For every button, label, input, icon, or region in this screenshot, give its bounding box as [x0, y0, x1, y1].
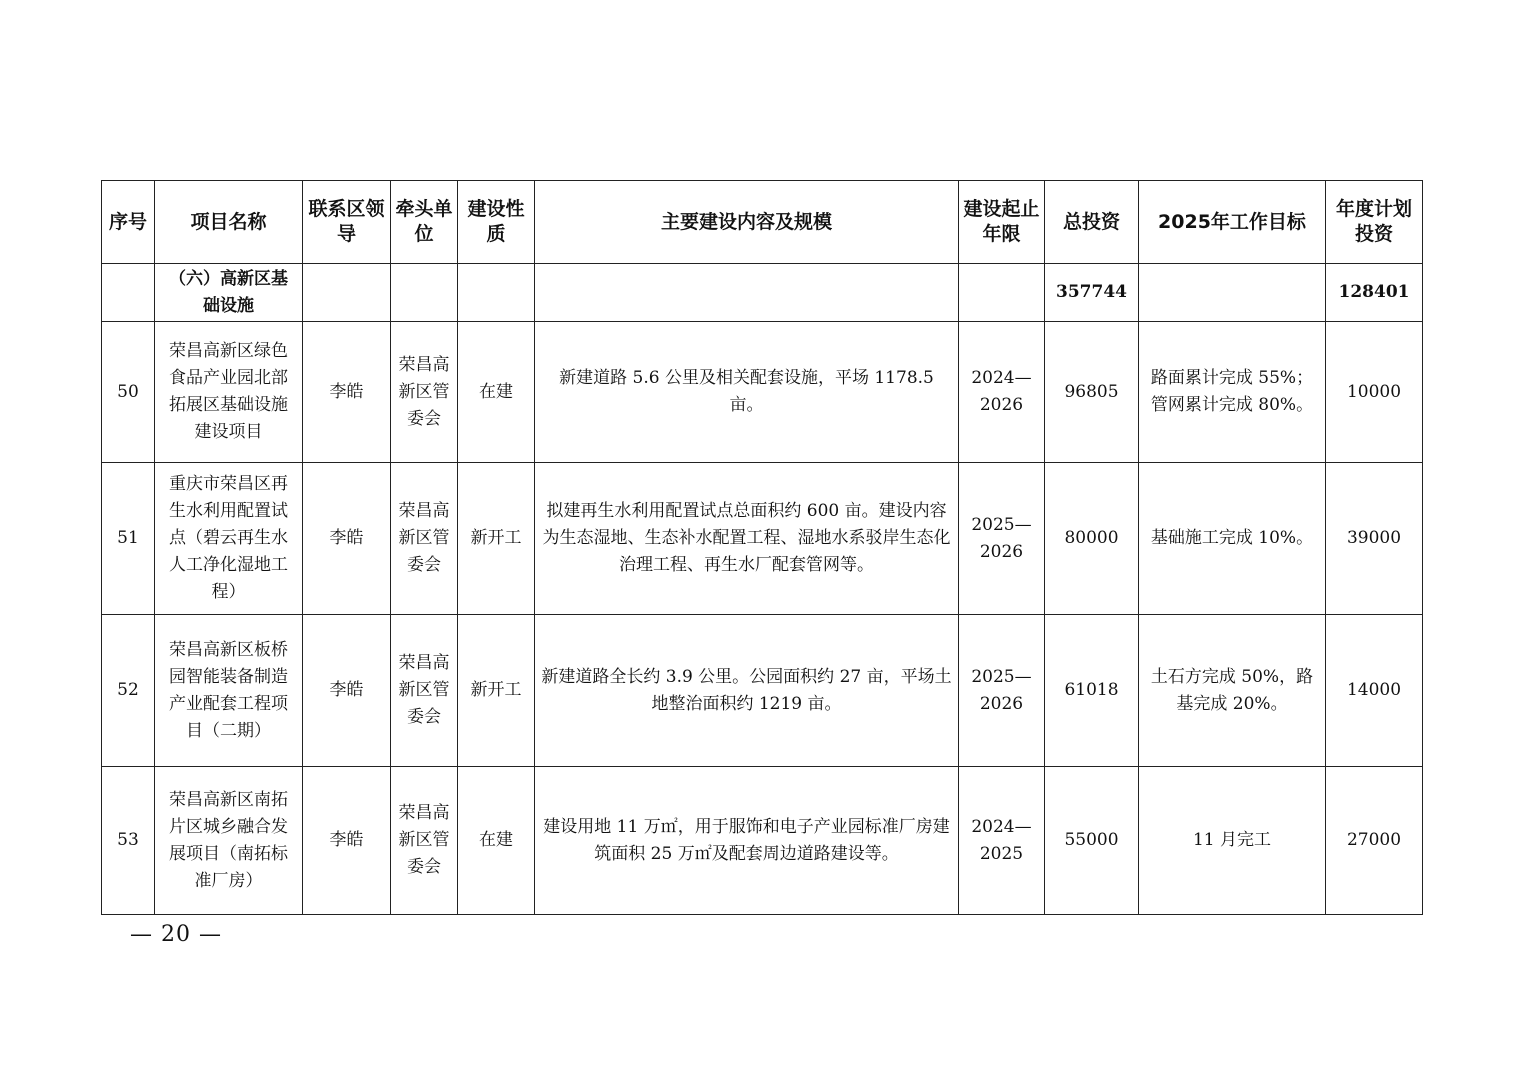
row-content: 新建道路 5.6 公里及相关配套设施，平场 1178.5 亩。: [535, 322, 959, 463]
row-name: 荣昌高新区绿色食品产业园北部拓展区基础设施建设项目: [155, 322, 303, 463]
section-title: （六）高新区基础设施: [155, 264, 303, 322]
row-seq: 53: [102, 767, 155, 915]
row-content: 新建道路全长约 3.9 公里。公园面积约 27 亩，平场土地整治面积约 1219 亩。: [535, 615, 959, 767]
row-unit: 荣昌高新区管委会: [391, 615, 458, 767]
row-unit: 荣昌高新区管委会: [391, 463, 458, 615]
header-content: 主要建设内容及规模: [535, 181, 959, 264]
row-period: 2024—2026: [959, 322, 1045, 463]
row-period: 2025—2026: [959, 463, 1045, 615]
row-annual: 10000: [1326, 322, 1423, 463]
section-annual: 128401: [1326, 264, 1423, 322]
row-seq: 52: [102, 615, 155, 767]
table-row: [102, 767, 1423, 915]
section-total: 357744: [1045, 264, 1139, 322]
row-period: 2025—2026: [959, 615, 1045, 767]
row-leader: 李皓: [303, 767, 391, 915]
section-empty-cell: [391, 264, 458, 322]
header-seq: 序号: [102, 181, 155, 264]
header-annual: 年度计划投资: [1326, 181, 1423, 264]
section-empty-cell: [1139, 264, 1326, 322]
row-name: 荣昌高新区板桥园智能装备制造产业配套工程项目（二期）: [155, 615, 303, 767]
row-unit: 荣昌高新区管委会: [391, 767, 458, 915]
row-nature: 在建: [458, 322, 535, 463]
table-row: [102, 322, 1423, 463]
row-seq: 50: [102, 322, 155, 463]
table-row: [102, 463, 1423, 615]
header-goal: 2025年工作目标: [1139, 181, 1326, 264]
header-total: 总投资: [1045, 181, 1139, 264]
row-total: 80000: [1045, 463, 1139, 615]
row-goal: 基础施工完成 10%。: [1139, 463, 1326, 615]
row-goal: 路面累计完成 55%；管网累计完成 80%。: [1139, 322, 1326, 463]
row-seq: 51: [102, 463, 155, 615]
row-unit: 荣昌高新区管委会: [391, 322, 458, 463]
section-empty-cell: [458, 264, 535, 322]
section-empty-cell: [303, 264, 391, 322]
section-empty-cell: [959, 264, 1045, 322]
row-nature: 新开工: [458, 615, 535, 767]
header-leader: 联系区领导: [303, 181, 391, 264]
header-nature: 建设性质: [458, 181, 535, 264]
row-annual: 39000: [1326, 463, 1423, 615]
header-row: [102, 181, 1423, 264]
row-nature: 新开工: [458, 463, 535, 615]
section-empty-cell: [535, 264, 959, 322]
row-name: 重庆市荣昌区再生水利用配置试点（碧云再生水人工净化湿地工程）: [155, 463, 303, 615]
row-annual: 27000: [1326, 767, 1423, 915]
row-leader: 李皓: [303, 322, 391, 463]
row-content: 拟建再生水利用配置试点总面积约 600 亩。建设内容为生态湿地、生态补水配置工程、湿地水系驳岸生态化治理工程、再生水厂配套管网等。: [535, 463, 959, 615]
row-content: 建设用地 11 万㎡，用于服饰和电子产业园标准厂房建筑面积 25 万㎡及配套周边道路建设等。: [535, 767, 959, 915]
row-period: 2024—2025: [959, 767, 1045, 915]
row-total: 61018: [1045, 615, 1139, 767]
header-name: 项目名称: [155, 181, 303, 264]
page-number: — 20 —: [130, 922, 222, 947]
header-period: 建设起止年限: [959, 181, 1045, 264]
section-row: [102, 264, 1423, 322]
row-goal: 11 月完工: [1139, 767, 1326, 915]
row-leader: 李皓: [303, 463, 391, 615]
row-nature: 在建: [458, 767, 535, 915]
project-table: [101, 180, 1423, 915]
row-annual: 14000: [1326, 615, 1423, 767]
row-leader: 李皓: [303, 615, 391, 767]
row-total: 55000: [1045, 767, 1139, 915]
row-name: 荣昌高新区南拓片区城乡融合发展项目（南拓标准厂房）: [155, 767, 303, 915]
section-seq-cell: [102, 264, 155, 322]
header-unit: 牵头单位: [391, 181, 458, 264]
row-goal: 土石方完成 50%，路基完成 20%。: [1139, 615, 1326, 767]
table-row: [102, 615, 1423, 767]
row-total: 96805: [1045, 322, 1139, 463]
